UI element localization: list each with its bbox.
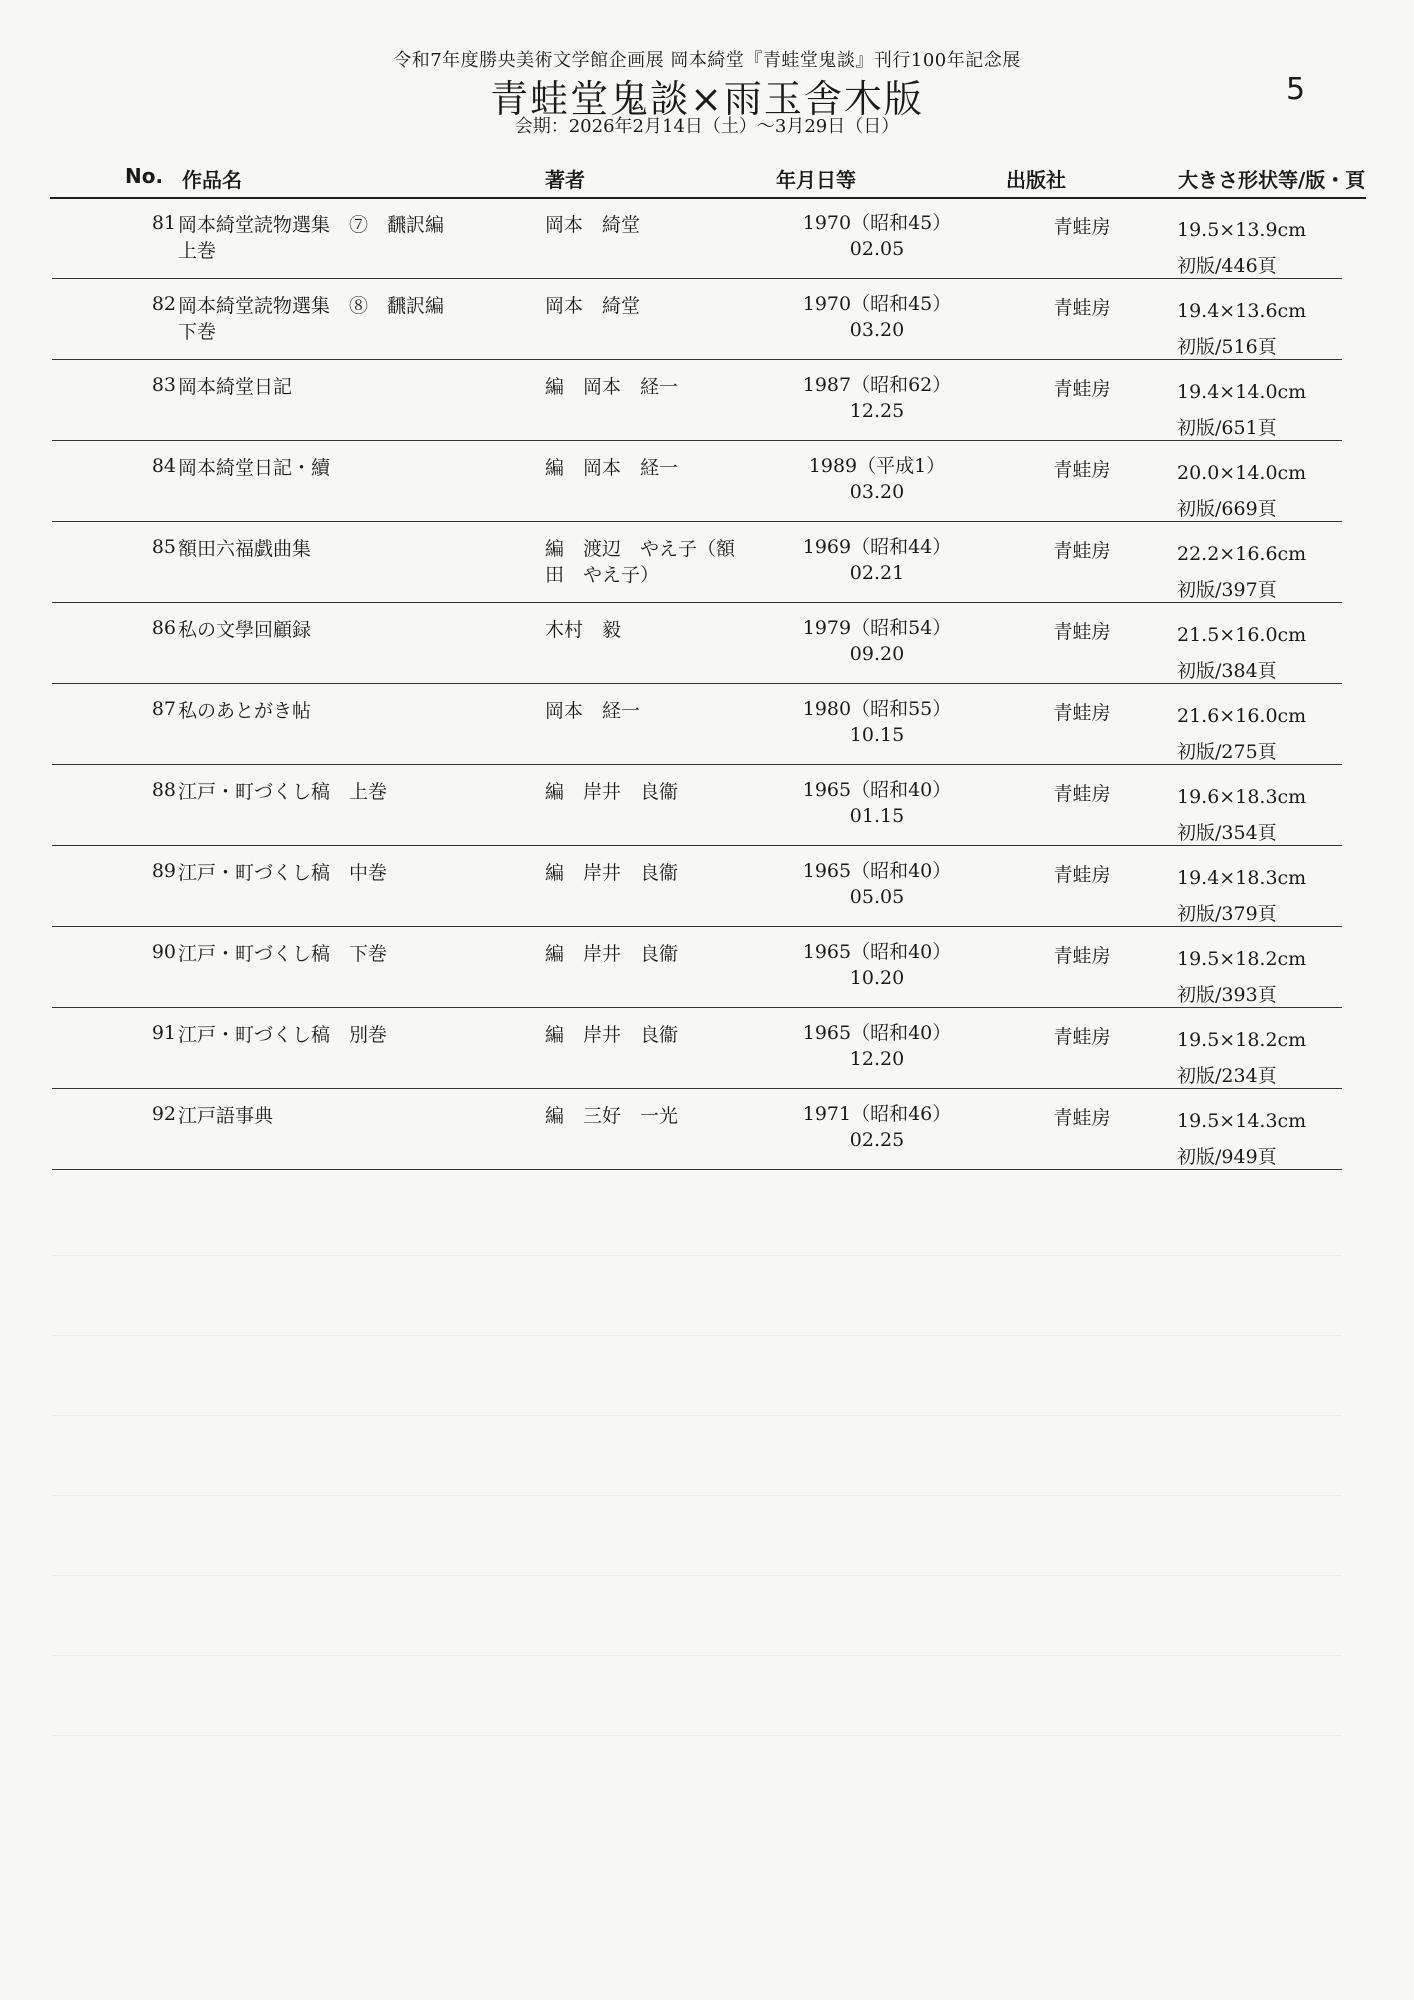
table-row [52, 684, 1342, 765]
table-row [52, 765, 1342, 846]
page-number: 5 [1286, 72, 1306, 107]
size-edition-pages: 19.5×14.3cm 初版/949頁 [1177, 1110, 1307, 1168]
size-edition-pages: 19.4×18.3cm 初版/379頁 [1177, 867, 1307, 925]
publisher: 青蛙房 [1053, 621, 1111, 643]
column-header-date: 年月日等 [776, 168, 856, 192]
author: 編 岸井 良衞 [545, 781, 679, 803]
author: 木村 毅 [545, 619, 622, 641]
work-title: 額田六福戯曲集 [178, 538, 312, 560]
publication-date: 1965（昭和40） 12.20 [802, 1022, 952, 1070]
row-number: 88 [151, 779, 176, 801]
work-title: 江戸・町づくし稿 下巻 [178, 943, 388, 965]
publication-date: 1980（昭和55） 10.15 [802, 698, 952, 746]
publication-date: 1987（昭和62） 12.25 [802, 374, 952, 422]
work-title: 私の文學回顧録 [178, 619, 312, 641]
size-edition-pages: 19.5×13.9cm 初版/446頁 [1177, 219, 1307, 277]
author: 編 岸井 良衞 [545, 943, 679, 965]
size-edition-pages: 21.5×16.0cm 初版/384頁 [1177, 624, 1307, 682]
publication-date: 1969（昭和44） 02.21 [802, 536, 952, 584]
size-edition-pages: 19.5×18.2cm 初版/393頁 [1177, 948, 1307, 1006]
row-number: 91 [151, 1022, 176, 1044]
row-number: 92 [151, 1103, 176, 1125]
row-number: 89 [151, 860, 176, 882]
work-title: 江戸・町づくし稿 上巻 [178, 781, 388, 803]
size-edition-pages: 19.6×18.3cm 初版/354頁 [1177, 786, 1307, 844]
row-number: 85 [151, 536, 176, 558]
table-row [52, 198, 1342, 279]
publisher: 青蛙房 [1053, 945, 1111, 967]
column-header-author: 著者 [545, 168, 585, 192]
row-number: 86 [151, 617, 176, 639]
author: 岡本 綺堂 [545, 214, 641, 236]
publisher: 青蛙房 [1053, 378, 1111, 400]
publication-date: 1965（昭和40） 01.15 [802, 779, 952, 827]
show-through-background [52, 1175, 1342, 1815]
row-number: 81 [151, 212, 176, 234]
page-title: 青蛙堂鬼談×雨玉舎木版 [490, 77, 924, 121]
author: 岡本 経一 [545, 700, 641, 722]
column-header-size: 大きさ形状等/版・頁 [1178, 168, 1366, 192]
work-title: 岡本綺堂読物選集 ⑧ 飜訳編 下巻 [178, 295, 445, 343]
row-number: 83 [151, 374, 176, 396]
exhibition-subtitle: 令和7年度勝央美術文学館企画展 岡本綺堂『青蛙堂鬼談』刊行100年記念展 [393, 50, 1021, 71]
table-row [52, 1089, 1342, 1170]
publication-date: 1970（昭和45） 02.05 [802, 212, 952, 260]
size-edition-pages: 19.4×13.6cm 初版/516頁 [1177, 300, 1307, 358]
publisher: 青蛙房 [1053, 216, 1111, 238]
row-number: 82 [151, 293, 176, 315]
row-number: 84 [151, 455, 176, 477]
table-row [52, 441, 1342, 522]
publisher: 青蛙房 [1053, 297, 1111, 319]
publisher: 青蛙房 [1053, 459, 1111, 481]
publication-date: 1965（昭和40） 10.20 [802, 941, 952, 989]
column-header-no: No. [125, 164, 164, 188]
catalog-table [52, 198, 1342, 1170]
author: 編 渡辺 やえ子（額 田 やえ子） [545, 538, 736, 586]
author: 岡本 綺堂 [545, 295, 641, 317]
size-edition-pages: 21.6×16.0cm 初版/275頁 [1177, 705, 1307, 763]
size-edition-pages: 22.2×16.6cm 初版/397頁 [1177, 543, 1307, 601]
size-edition-pages: 20.0×14.0cm 初版/669頁 [1177, 462, 1307, 520]
author: 編 岡本 経一 [545, 457, 679, 479]
table-row [52, 927, 1342, 1008]
size-edition-pages: 19.4×14.0cm 初版/651頁 [1177, 381, 1307, 439]
publication-date: 1970（昭和45） 03.20 [802, 293, 952, 341]
author: 編 三好 一光 [545, 1105, 679, 1127]
publisher: 青蛙房 [1053, 1107, 1111, 1129]
publisher: 青蛙房 [1053, 1026, 1111, 1048]
table-row [52, 846, 1342, 927]
table-row [52, 522, 1342, 603]
work-title: 岡本綺堂日記 [178, 376, 293, 398]
author: 編 岡本 経一 [545, 376, 679, 398]
column-header-title: 作品名 [182, 168, 242, 192]
exhibition-period: 会期：2026年2月14日（土）～3月29日（日） [514, 116, 900, 137]
author: 編 岸井 良衞 [545, 1024, 679, 1046]
table-row [52, 279, 1342, 360]
publication-date: 1971（昭和46） 02.25 [802, 1103, 952, 1151]
table-row [52, 360, 1342, 441]
author: 編 岸井 良衞 [545, 862, 679, 884]
column-header-publisher: 出版社 [1006, 168, 1066, 192]
work-title: 岡本綺堂読物選集 ⑦ 飜訳編 上巻 [178, 214, 445, 262]
work-title: 私のあとがき帖 [178, 700, 312, 722]
table-row [52, 603, 1342, 684]
row-number: 87 [151, 698, 176, 720]
publication-date: 1989（平成1） 03.20 [808, 455, 946, 503]
publisher: 青蛙房 [1053, 864, 1111, 886]
publisher: 青蛙房 [1053, 540, 1111, 562]
work-title: 江戸・町づくし稿 別巻 [178, 1024, 388, 1046]
table-row [52, 1008, 1342, 1089]
row-number: 90 [151, 941, 176, 963]
size-edition-pages: 19.5×18.2cm 初版/234頁 [1177, 1029, 1307, 1087]
publication-date: 1979（昭和54） 09.20 [802, 617, 952, 665]
work-title: 江戸・町づくし稿 中巻 [178, 862, 388, 884]
publisher: 青蛙房 [1053, 702, 1111, 724]
work-title: 岡本綺堂日記・續 [178, 457, 331, 479]
publication-date: 1965（昭和40） 05.05 [802, 860, 952, 908]
work-title: 江戸語事典 [178, 1105, 274, 1127]
publisher: 青蛙房 [1053, 783, 1111, 805]
